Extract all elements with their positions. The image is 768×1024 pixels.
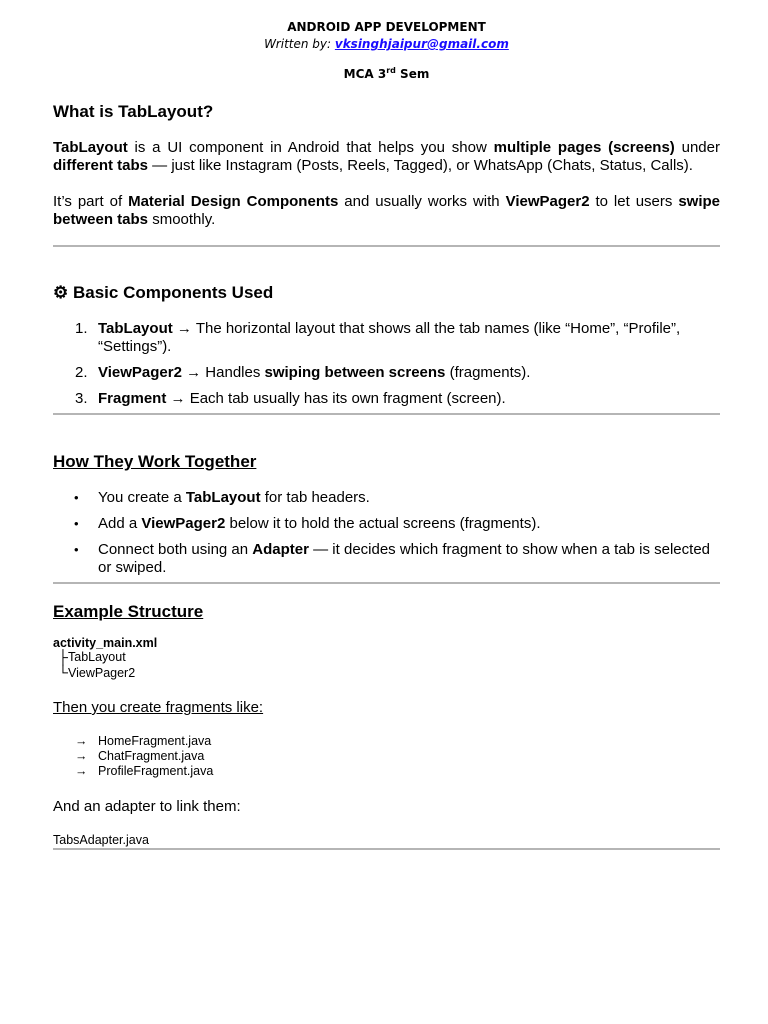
section-heading-basic-components	[53, 283, 273, 303]
text-span: below it to hold the actual screens (fragments).	[225, 515, 541, 532]
text-span: — it decides which fragment to show when a tab is selected or swiped.	[98, 541, 711, 576]
tree-label: ViewPager2	[68, 666, 136, 680]
how-it-works-list	[53, 489, 720, 577]
bold-text: different tabs	[53, 157, 149, 174]
text-span: (fragments).	[445, 364, 531, 381]
doc-semester	[53, 66, 720, 81]
bold-text: Fragment	[98, 390, 167, 407]
text-span: smoothly.	[148, 211, 216, 228]
arrow-text: →	[172, 320, 196, 337]
bold-text: TabLayout	[98, 320, 173, 337]
list-number: 3.	[75, 390, 88, 407]
divider	[53, 848, 720, 850]
written-by-label: Written by:	[264, 37, 335, 51]
paragraph-material-design	[53, 193, 720, 229]
tree-branch: ├	[58, 649, 68, 665]
paragraph-intro	[53, 139, 720, 175]
bold-text: swipe between tabs	[53, 193, 721, 228]
bold-text: Material Design Components	[128, 193, 339, 210]
arrow-icon: →	[75, 764, 88, 778]
fragment-files-list	[53, 734, 353, 782]
list-item	[53, 390, 720, 408]
sem-superscript: rd	[386, 66, 396, 75]
text-span: Add a	[98, 515, 142, 532]
bold-text: ViewPager2	[141, 515, 226, 532]
adapter-file: TabsAdapter.java	[53, 833, 149, 847]
tree-label: TabLayout	[68, 650, 126, 664]
list-number: 1.	[75, 320, 88, 337]
text-span: for tab headers.	[260, 489, 370, 506]
text-span: — just like Instagram (Posts, Reels, Tagged), or WhatsApp (Chats, Status, Calls).	[148, 157, 693, 174]
text-span: is a UI component in Android that helps you show	[127, 139, 494, 156]
arrow-icon: →	[75, 734, 88, 748]
divider	[53, 245, 720, 247]
sem-prefix: MCA 3	[343, 67, 387, 81]
bullet-icon: •	[74, 516, 79, 531]
arrow-icon: →	[75, 749, 88, 763]
bold-text: ViewPager2	[98, 364, 182, 381]
components-list	[53, 320, 720, 408]
tree-branch: └	[58, 664, 68, 680]
section-heading-how-they-work: How They Work Together	[53, 452, 257, 471]
list-number: 2.	[75, 364, 88, 381]
section-heading-text: Basic Components Used	[72, 283, 274, 302]
fragments-intro: Then you create fragments like:	[53, 699, 264, 716]
text-span: Each tab usually has its own fragment (screen).	[189, 390, 506, 407]
file-name-activity-main: activity_main.xml	[53, 636, 158, 650]
bold-text: ViewPager2	[505, 193, 590, 210]
bold-text: multiple pages (screens)	[493, 139, 675, 156]
bold-text: TabLayout	[185, 489, 261, 506]
text-span: under	[674, 139, 720, 156]
list-item	[53, 515, 720, 533]
list-item	[53, 489, 720, 507]
author-email-link[interactable]: vksinghjaipur@gmail.com	[334, 37, 509, 51]
bold-text: Adapter	[252, 541, 309, 558]
text-span: to let users	[589, 193, 679, 210]
list-item	[53, 320, 720, 356]
bullet-icon: •	[74, 542, 79, 557]
doc-author	[53, 37, 720, 51]
list-item	[53, 364, 720, 382]
divider	[53, 413, 720, 415]
gear-icon: ⚙	[53, 283, 69, 302]
bold-text: TabLayout	[53, 139, 128, 156]
fragment-file: ChatFragment.java	[98, 749, 205, 763]
bullet-icon: •	[74, 490, 79, 505]
text-span: It’s part of	[53, 193, 129, 210]
layout-tree	[53, 650, 253, 682]
section-heading-example-structure: Example Structure	[53, 602, 204, 621]
divider	[53, 582, 720, 584]
doc-title: ANDROID APP DEVELOPMENT	[287, 20, 486, 34]
text-span: Connect both using an	[98, 541, 253, 558]
arrow-text: →	[166, 390, 190, 407]
sem-suffix: Sem	[395, 67, 430, 81]
text-span: and usually works with	[338, 193, 506, 210]
list-item	[53, 541, 720, 577]
arrow-text: →	[181, 364, 206, 381]
fragment-file: ProfileFragment.java	[98, 764, 214, 778]
adapter-intro: And an adapter to link them:	[53, 798, 241, 815]
text-span: You create a	[98, 489, 186, 506]
text-span: Handles	[205, 364, 265, 381]
bold-text: swiping between screens	[264, 364, 446, 381]
text-span: The horizontal layout that shows all the tab names (like “Home”, “Profile”, “Settings”).	[98, 320, 681, 355]
section-heading-what-is-tablayout: What is TabLayout?	[53, 102, 214, 121]
fragment-file: HomeFragment.java	[98, 734, 212, 748]
